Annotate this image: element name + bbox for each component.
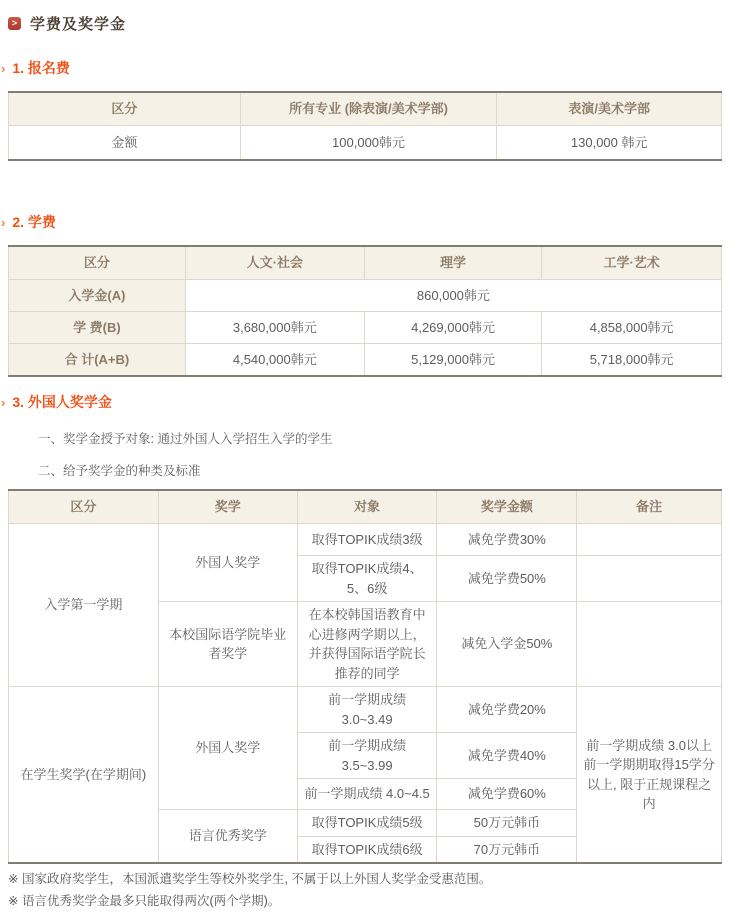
table-row	[9, 344, 722, 377]
application-fee-table	[8, 91, 722, 161]
section-heading-scholarship	[0, 392, 730, 412]
scholarship-name-cell: 外国人奖学	[158, 687, 297, 810]
table-cell: 4,858,000韩元	[542, 312, 722, 344]
column-header: 工学·艺术	[542, 246, 722, 280]
column-header: 所有专业 (除表演/美术学部)	[240, 92, 497, 126]
tuition-table	[8, 245, 722, 377]
period-cell: 在学生奖学(在学期间)	[9, 687, 159, 864]
row-label: 金额	[9, 126, 241, 161]
table-row	[9, 280, 722, 312]
scholarship-name-cell: 外国人奖学	[158, 524, 297, 602]
remark-cell-empty	[577, 524, 722, 556]
section-heading-text: 3. 外国人奖学金	[12, 394, 112, 410]
section-heading-tuition	[0, 212, 730, 232]
table-cell: 860,000韩元	[185, 280, 721, 312]
column-header: 区分	[9, 246, 186, 280]
remark-cell-empty	[577, 556, 722, 602]
table-cell: 4,540,000韩元	[185, 344, 364, 377]
chevron-bullet-icon: ›	[1, 61, 6, 76]
target-cell: 取得TOPIK成绩6级	[297, 836, 437, 863]
amount-cell: 减免学费50%	[437, 556, 577, 602]
amount-cell: 减免入学金50%	[437, 602, 577, 687]
page-title-text: 学费及奖学金	[30, 16, 127, 33]
scholarship-types-note: 二、给予奖学金的种类及标准	[38, 464, 201, 478]
column-header: 区分	[9, 92, 241, 126]
target-cell: 前一学期成绩 4.0~4.5	[297, 779, 437, 810]
table-cell: 100,000韩元	[240, 126, 497, 161]
target-cell: 前一学期成绩 3.0~3.49	[297, 687, 437, 733]
row-label: 合 计(A+B)	[9, 344, 186, 377]
chevron-bullet-icon: ›	[1, 395, 6, 410]
column-header: 对象	[297, 490, 437, 524]
column-header: 表演/美术学部	[497, 92, 722, 126]
target-cell: 取得TOPIK成绩5级	[297, 810, 437, 837]
target-cell: 取得TOPIK成绩4、5、6级	[297, 556, 437, 602]
table-cell: 5,718,000韩元	[542, 344, 722, 377]
table-cell: 5,129,000韩元	[364, 344, 542, 377]
amount-cell: 减免学费20%	[437, 687, 577, 733]
amount-cell: 减免学费40%	[437, 733, 577, 779]
section-heading-text: 2. 学费	[12, 214, 56, 230]
column-header: 奖学	[158, 490, 297, 524]
table-row	[9, 126, 722, 161]
footnotes	[8, 868, 730, 912]
page-title	[0, 0, 730, 34]
table-cell: 130,000 韩元	[497, 126, 722, 161]
table-row	[9, 312, 722, 344]
amount-cell: 减免学费60%	[437, 779, 577, 810]
target-cell: 在本校韩国语教育中心进修两学期以上，并获得国际语学院长推荐的同学	[297, 602, 437, 687]
row-label: 学 费(B)	[9, 312, 186, 344]
table-header-row	[9, 246, 722, 280]
amount-cell: 50万元韩币	[437, 810, 577, 837]
table-cell: 3,680,000韩元	[185, 312, 364, 344]
column-header: 理学	[364, 246, 542, 280]
section-heading-application-fee	[0, 58, 730, 78]
footnote-external-scholars: ※ 国家政府奖学生，本国派遣奖学生等校外奖学生, 不属于以上外国人奖学金受惠范围。	[8, 872, 492, 886]
section-heading-text: 1. 报名费	[12, 60, 70, 76]
column-header: 区分	[9, 490, 159, 524]
remark-cell: 前一学期成绩 3.0以上 前一学期期取得15学分以上, 限于正规课程之内	[577, 687, 722, 864]
target-cell: 前一学期成绩 3.5~3.99	[297, 733, 437, 779]
footnote-language-scholarship-limit: ※ 语言优秀奖学金最多只能取得两次(两个学期)。	[8, 894, 281, 908]
title-arrow-icon: >	[8, 17, 21, 30]
scholarship-target-note: 一、奖学金授予对象: 通过外国人入学招生入学的学生	[38, 432, 333, 446]
scholarship-name-cell: 语言优秀奖学	[158, 810, 297, 864]
scholarship-table	[8, 489, 722, 864]
amount-cell: 70万元韩币	[437, 836, 577, 863]
column-header: 备注	[577, 490, 722, 524]
column-header: 奖学金额	[437, 490, 577, 524]
chevron-bullet-icon: ›	[1, 215, 6, 230]
remark-cell-empty	[577, 602, 722, 687]
table-row	[9, 524, 722, 556]
column-header: 人文·社会	[185, 246, 364, 280]
table-cell: 4,269,000韩元	[364, 312, 542, 344]
row-label: 入学金(A)	[9, 280, 186, 312]
table-header-row	[9, 490, 722, 524]
table-row	[9, 687, 722, 733]
target-cell: 取得TOPIK成绩3级	[297, 524, 437, 556]
period-cell: 入学第一学期	[9, 524, 159, 687]
scholarship-name-cell: 本校国际语学院毕业者奖学	[158, 602, 297, 687]
table-header-row	[9, 92, 722, 126]
amount-cell: 减免学费30%	[437, 524, 577, 556]
